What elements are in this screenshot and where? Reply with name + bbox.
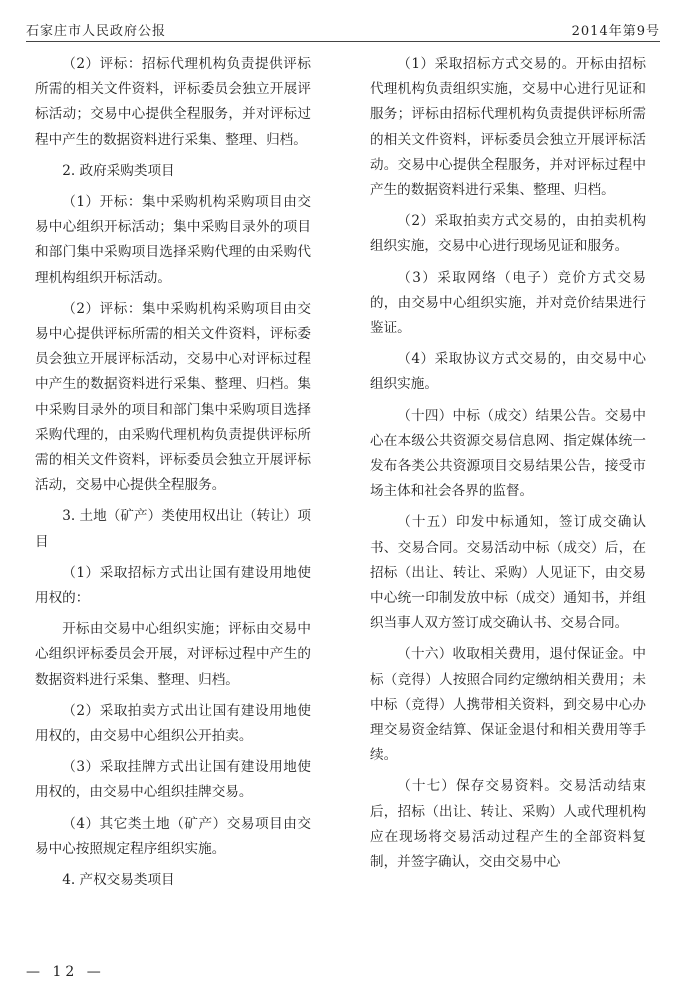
paragraph: （2）评标：集中采购机构采购项目由交易中心提供评标所需的相关文件资料，评标委员会独立开展评标活动，交易中心对评标过程中产生的数据资料进行采集、整理、归档。集中采购目录外的项目和部门集中采购项目选择采购代理的，由采购代理机构负责提供评标所需的相关文件资料，评标委员会独立开展评标活动，交易中心提供全程服务。 (35, 300, 311, 494)
paragraph: （3）采取网络（电子）竞价方式交易的，由交易中心组织实施，并对竞价结果进行鉴证。 (370, 269, 646, 337)
header-issue-number: 2014年第9号 (571, 23, 660, 39)
section-heading: 3. 土地（矿产）类使用权出让（转让）项目 (35, 508, 311, 550)
paragraph: （3）采取挂牌方式出让国有建设用地使用权的，由交易中心组织挂牌交易。 (35, 759, 311, 801)
paragraph: （2）评标：招标代理机构负责提供评标所需的相关文件资料，评标委员会独立开展评标活动；交易中心提供全程服务，并对评标过程中产生的数据资料进行采集、整理、归档。 (35, 56, 311, 148)
page-header (26, 18, 660, 40)
paragraph: （十六）收取相关费用，退付保证金。中标（竞得）人按照合同约定缴纳相关费用；未中标（竞得）人携带相关资料，到交易中心办理交易资金结算、保证金退付和相关费用等手续。 (370, 646, 646, 764)
paragraph: （十七）保存交易资料。交易活动结束后，招标（出让、转让、采购）人或代理机构应在现场将交易活动过程产生的全部资料复制，并签字确认，交由交易中心 (370, 778, 646, 871)
paragraph: （十四）中标（成交）结果公告。交易中心在本级公共资源交易信息网、指定媒体统一发布各类公共资源项目交易结果公告，接受市场主体和社会各界的监督。 (370, 407, 646, 500)
page-number: — 12 — (26, 964, 105, 980)
paragraph: （十五）印发中标通知，签订成交确认书、交易合同。交易活动中标（成交）后，在招标（出让、转让、采购）人见证下，由交易中心统一印制发放中标（成交）通知书，并组织当事人双方签订成交确认书、交易合同。 (370, 514, 646, 632)
section-heading: 2. 政府采购类项目 (62, 162, 175, 179)
paragraph: （4）采取协议方式交易的，由交易中心组织实施。 (370, 351, 646, 393)
header-rule (26, 41, 660, 42)
section-heading: 4. 产权交易类项目 (62, 872, 175, 889)
paragraph: （1）采取招标方式出让国有建设用地使用权的： (35, 564, 311, 607)
header-publication-title: 石家庄市人民政府公报 (26, 23, 167, 39)
right-column (370, 52, 646, 881)
paragraph: 开标由交易中心组织实施；评标由交易中心组织评标委员会开展，对评标过程中产生的数据资料进行采集、整理、归档。 (35, 621, 311, 688)
paragraph: （2）采取拍卖方式出让国有建设用地使用权的，由交易中心组织公开拍卖。 (35, 702, 311, 745)
paragraph: （1）开标：集中采购机构采购项目由交易中心组织开标活动；集中采购目录外的项目和部门集中采购项目选择采购代理的由采购代理机构组织开标活动。 (35, 194, 311, 286)
paragraph: （2）采取拍卖方式交易的，由拍卖机构组织实施，交易中心进行现场见证和服务。 (370, 213, 646, 255)
paragraph: （4）其它类土地（矿产）交易项目由交易中心按照规定程序组织实施。 (35, 815, 311, 857)
paragraph: （1）采取招标方式交易的。开标由招标代理机构负责组织实施，交易中心进行见证和服务；评标由招标代理机构负责提供评标所需的相关文件资料，评标委员会独立开展评标活动。交易中心提供全程服务，并对评标过程中产生的数据资料进行采集、整理、归档。 (370, 56, 646, 199)
left-column (35, 52, 311, 899)
